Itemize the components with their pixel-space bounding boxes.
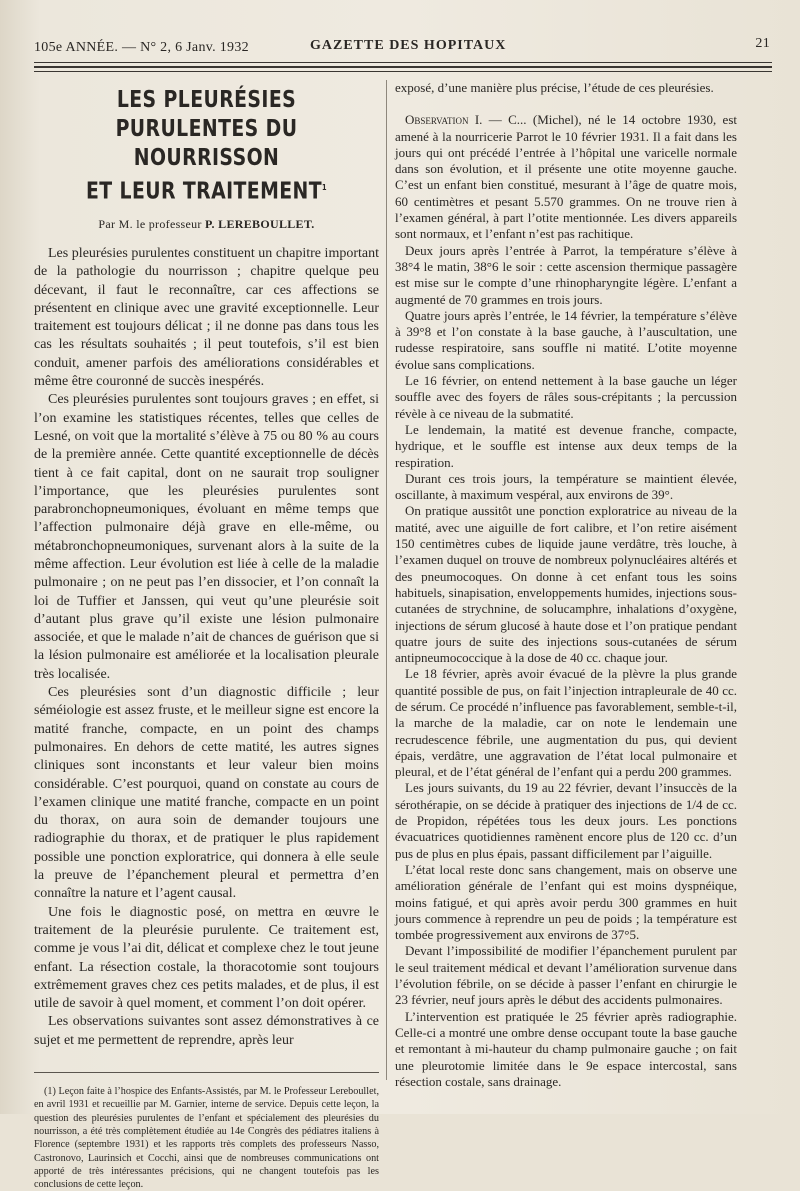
issue-info: 105e ANNÉE. — N° 2, 6 Janv. 1932 <box>34 40 249 55</box>
observation-label: Observation I. <box>405 112 483 128</box>
paragraph: Une fois le diagnostic posé, on mettra en œuvre le traitement de la pleurésie purulente. Ce traitement est, comme je vous l’ai dit, délicat et complexe chez le tout jeune enfant. La résection costale, la thoracotomie sont toujours extrêmement graves chez ces petits malades, et de plus, il est utile de savoir à quel moment, et comment l’on doit opérer. <box>34 904 379 1012</box>
paragraph: Durant ces trois jours, la température se maintient élevée, oscillante, à maximum vespéral, aux environs de 39°. <box>395 470 737 503</box>
footnote <box>34 1072 379 1191</box>
page-number: 21 <box>755 36 770 51</box>
paragraph: Deux jours après l’entrée à Parrot, la température s’élève à 38°4 le matin, 38°6 le soir : cette ascension thermique passagère est mise sur le compte d’une rhinopharyngite légère. L’enfant a augmenté de 70 grammes en trois jours. <box>395 242 737 307</box>
observation-text: — C... (Michel), né le 14 octobre 1930, est amené à la nourricerie Parrot le 10 février 1931. Il a fait dans les jours qui ont précédé l’entrée à l’hôpital une varicelle normale dans son évolution, et il présente une otite moyenne gauche. C’est un enfant bien constitué, mesurant à l’âge de quatre mois, 60 centimètres et pesant 5.570 grammes. On ne trouve rien à l’examen général, à part l’otite mentionnée. Les divers appareils sont normaux, et l’enfant n’est pas rachitique. <box>395 112 737 242</box>
paragraph: Quatre jours après l’entrée, le 14 février, la température s’élève à 39°8 et l’on constate à la base gauche, à l’auscultation, une rudesse respiratoire, sans souffle ni matité. L’otite moyenne évolue sans complications. <box>395 307 737 372</box>
article-title-line-2 <box>65 173 348 207</box>
paragraph: Le 18 février, après avoir évacué de la plèvre la plus grande quantité possible de pus, on fait l’injection intrapleurale de 40 cc. de sérum. Ce procédé n’influence pas favorablement, semble-t-il, la marche de la maladie, car on note le lendemain une recrudescence fébrile, une augmentation du pus, qui devient épais, verdâtre, une aggravation de l’état local pulmonaire et pleural, et de l’état général de l’enfant qui a perdu 200 grammes. <box>395 666 737 780</box>
byline-prefix: Par M. le professeur <box>98 216 206 231</box>
paragraph: Ces pleurésies purulentes sont toujours graves ; en effet, si l’on examine les statistiques récentes, telles que celles de Lesné, on voit que la mortalité s’élève à 75 ou 80 % au cours de la première année. Cette quantité exceptionnelle de décès tient à ce fait capital, dont on ne saurait trop souligner l’importance, que les pleurésies purulentes sont parabronchopneumoniques, évoluant en même temps que l’affection pulmonaire déjà grave en elle-même, ou métabronchopneumoniques, survenant alors à la suite de la même affection. Leur évolution est liée à celle de la maladie pulmonaire ; on ne peut pas l’en dissocier, et l’on connaît la loi de Tuffier et Janssen, qui veut qu’une pleurésie soit d’autant plus grave qu’il existe une lésion pulmonaire associée, et que le malade n’ait de chances de guérison que si la lésion pulmonaire est améliorée et la localisation pleurale très localisée. <box>34 392 379 682</box>
paragraph: Les observations suivantes sont assez démonstratives à ce sujet et me permettent de reprendre, après leur <box>34 1014 379 1048</box>
article-title-line-1: LES PLEURÉSIES PURULENTES DU NOURRISSON <box>115 87 298 171</box>
article-title-text: ET LEUR TRAITEMENT <box>85 178 323 205</box>
paragraph: L’état local reste donc sans changement, mais on observe une amélioration générale de l’enfant qui est moins dyspnéique, moins fatigué, et qui après avoir perdu 300 grammes en huit jours commence à reprendre un peu de poids ; la température est tombée progressivement aux environs de 37°5. <box>395 861 737 943</box>
header-rule-lower <box>34 71 772 72</box>
paragraph: Le lendemain, la matité est devenue franche, compacte, hydrique, et le souffle est intense aux deux temps de la respiration. <box>395 421 737 470</box>
paragraph: On pratique aussitôt une ponction exploratrice au niveau de la matité, avec une aiguille de fort calibre, et l’on retire aisément 150 centimètres cubes de liquide jaune verdâtre, très louche, à l’examen duquel on trouve de nombreux polynucléaires altérés et des pneumocoques. On donne à cet enfant tous les soins habituels, sinapisation, enveloppements humides, injections sous-cutanées de strychnine, de solucamphre, inhalations d’oxygène, injections de sérum glucosé à haute dose et l’on pratique pendant quatre jours de suite des injections sous-cutanées de sérum antipneumococcique à la dose de 40 cc. chaque jour. <box>395 503 737 666</box>
paragraph: L’intervention est pratiquée le 25 février après radiographie. Celle-ci a montré une ombre dense occupant toute la base gauche et remontant à mi-hauteur du champ pulmonaire gauche ; on fait une pleurotomie limitée dans le 9e espace intercostal, sans résection costale, sans drainage. <box>395 1008 737 1089</box>
paragraph: Les jours suivants, du 19 au 22 février, devant l’insuccès de la sérothérapie, on se décide à pratiquer des injections de 1/4 de cc. de Propidon, répétées tous les deux jours. Les ponctions évacuatrices quotidiennes ramènent encore plus de 120 cc. d’un pus de plus en plus épais, passant difficilement par l’aiguille. <box>395 780 737 861</box>
paragraph: Devant l’impossibilité de modifier l’épanchement purulent par le seul traitement médical et devant l’amélioration survenue dans l’évolution fébrile, on se décide à passer l’enfant en chirurgie le 23 février, neuf jours après le début des accidents pulmonaires. <box>395 943 737 1008</box>
footnote-text: (1) Leçon faite à l’hospice des Enfants-Assistés, par M. le Professeur Lereboullet, en avril 1931 et recueillie par M. Garnier, interne de service. Depuis cette leçon, la question des pleurésies purulentes de l’enfant et spécialement des pleurésies du nourrisson, a été très complètement étudiée au 14e Congrès des pédiatres italiens à Florence (septembre 1931) et les rapports très complets des professeurs Nasso, Castronovo, Laurinsich et Cocchi, ainsi que de nombreuses communications ont apporté de très intéressantes précisions, qui ne changent toutefois pas les conclusions de cette leçon. <box>34 1086 379 1191</box>
paragraph-continuation: exposé, d’une manière plus précise, l’étude de ces pleurésies. <box>395 80 714 95</box>
page-header <box>34 36 770 62</box>
byline <box>34 215 379 233</box>
paragraph: Les pleurésies purulentes constituent un chapitre important de la pathologie du nourrisson ; chapitre quelque peu décevant, il faut le reconnaître, car ces affections se présentent en clinique avec une gravité exceptionnelle. Leur traitement est toujours délicat ; il ne donne pas dans tous les cas les résultats souhaités ; il peut toutefois, s’il est bien conduit, amener parfois des améliorations considérables et même être couronné de succès inespérés. <box>34 245 379 390</box>
title-footnote-marker: 1 <box>322 183 328 192</box>
journal-title: GAZETTE DES HOPITAUX <box>310 38 507 53</box>
paragraph: Ces pleurésies sont d’un diagnostic difficile ; leur séméiologie est assez fruste, et le meilleur signe est encore la matité franche, compacte, en un point des champs pulmonaires. En dehors de cette matité, les autres signes cliniques sont inconstants et leur valeur bien moins considérable. C’est pourquoi, quand on constate au cours de l’examen clinique une matité franche, compacte en un point du thorax, on aura soin de demander toujours une radiographie du thorax, et de pratiquer le plus rapidement possible une ponction exploratrice, qui donnera à elle seule la preuve de l’épanchement pleural et permettra d’en connaître la nature et l’agent causal. <box>34 685 379 902</box>
paragraph: Le 16 février, on entend nettement à la base gauche un léger souffle avec des foyers de râles sous-crépitants ; la percussion révèle à ce niveau de la submatité. <box>395 373 737 421</box>
observation-paragraph <box>395 112 737 242</box>
author-name: P. LEREBOULLET. <box>205 216 315 231</box>
left-column <box>34 80 379 1191</box>
article-title <box>65 86 348 207</box>
header-rule <box>34 62 772 63</box>
right-column <box>395 80 737 1090</box>
column-divider <box>386 80 387 1080</box>
header-rule-thick <box>34 66 772 68</box>
